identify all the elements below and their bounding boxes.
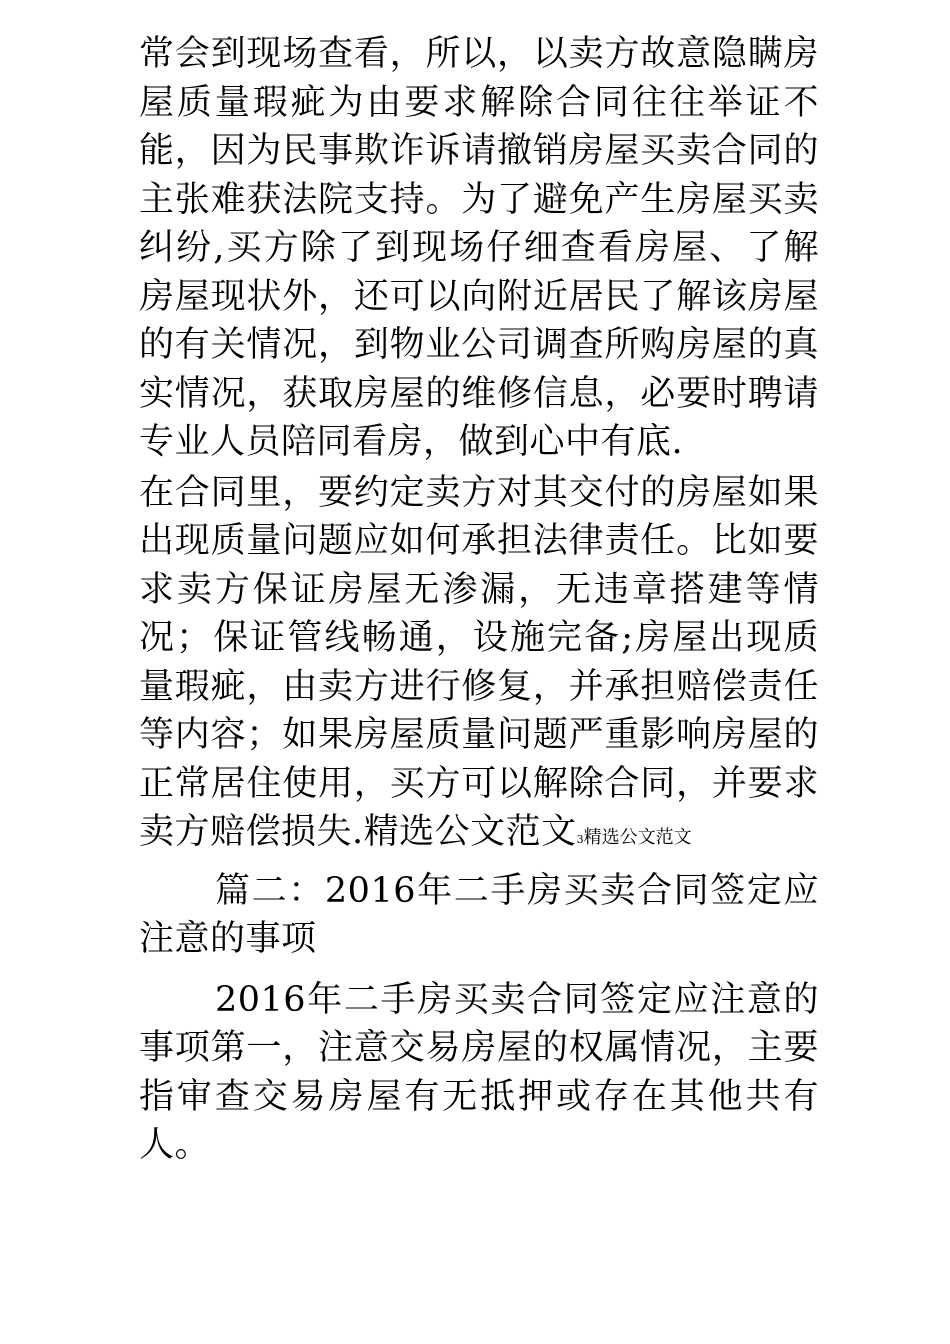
body-paragraph-3: 2016年二手房买卖合同签定应注意的事项第一，注意交易房屋的权属情况，主要指审查交易房屋有无抵押或存在其他共有人。 bbox=[139, 979, 819, 1165]
section-heading: 篇二：2016年二手房买卖合同签定应注意的事项 bbox=[139, 870, 819, 959]
body-paragraph-2 bbox=[139, 469, 819, 865]
body-paragraph-1: 常会到现场查看，所以，以卖方故意隐瞒房屋质量瑕疵为由要求解除合同往往举证不能，因为民事欺诈诉请撤销房屋买卖合同的主张难获法院支持。为了避免产生房屋买卖纠纷,买方除了到现场仔细查看房屋、了解房屋现状外，还可以向附近居民了解该房屋的有关情况，到物业公司调查所购房屋的真实情况，获取房屋的维修信息，必要时聘请专业人员陪同看房，做到心中有底. bbox=[139, 34, 819, 462]
document-page bbox=[139, 30, 819, 1170]
page-footer-note bbox=[577, 827, 692, 848]
body-paragraph-2-text: 在合同里，要约定卖方对其交付的房屋如果出现质量问题应如何承担法律责任。比如要求卖方保证房屋无渗漏，无违章搭建等情况；保证管线畅通，设施完备;房屋出现质量瑕疵，由卖方进行修复，并承担赔偿责任等内容；如果房屋质量问题严重影响房屋的正常居住使用，买方可以解除合同，并要求卖方赔偿损失.精选公文范文 bbox=[139, 472, 819, 852]
footer-label: 精选公文范文 bbox=[583, 827, 692, 848]
page-number: 3 bbox=[576, 833, 584, 846]
